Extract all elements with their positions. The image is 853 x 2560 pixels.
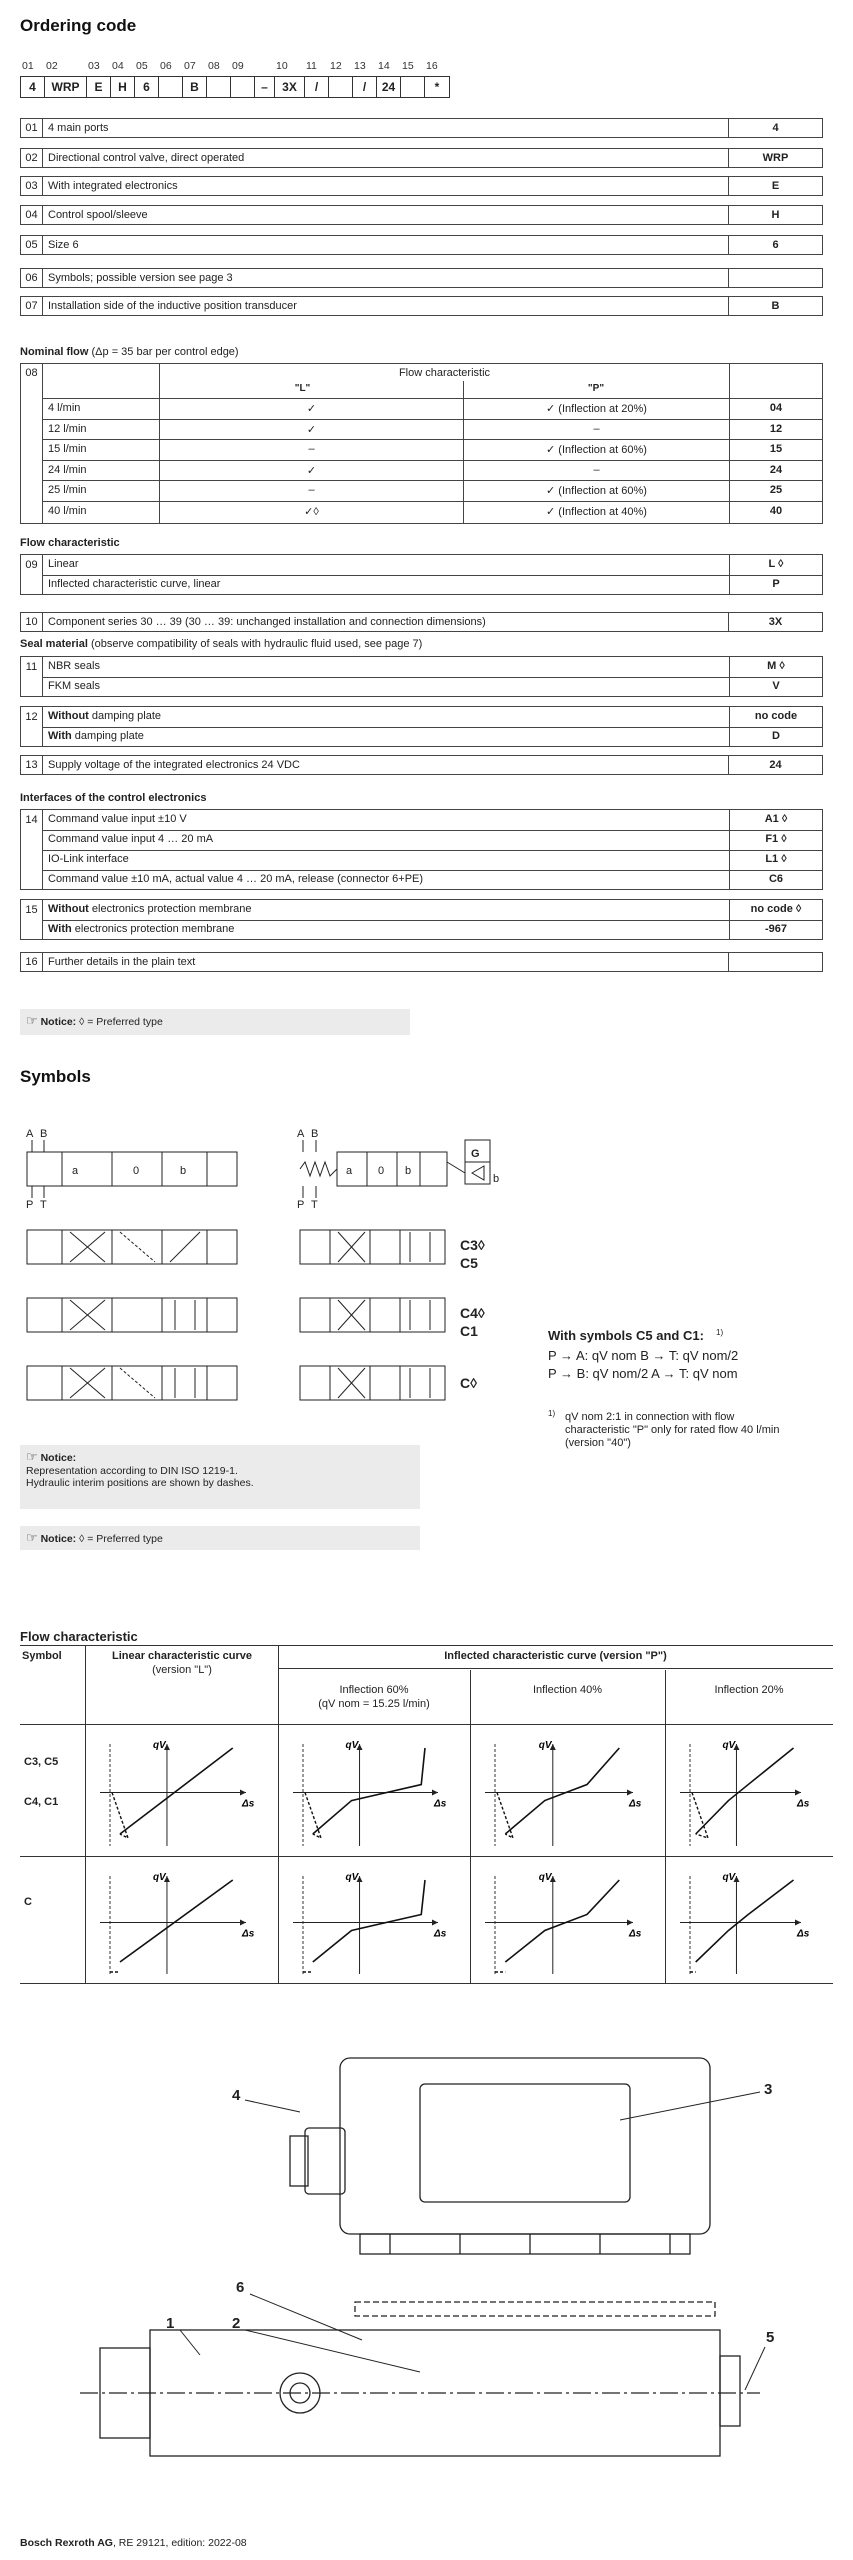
c5c1-line-1: P → A: qV nom B → T: qV nom/2 — [548, 1348, 739, 1363]
nf-cell-p: – — [593, 463, 600, 476]
arrow-icon — [432, 1790, 438, 1796]
nf-cell-p: ✓ (Inflection at 60%) — [546, 444, 647, 456]
seal-note: (observe compatibility of seals with hydraulic fluid used, see page 7) — [90, 638, 423, 650]
nominal-flow-title: Nominal flow — [20, 346, 89, 358]
flow-curve — [120, 1880, 233, 1962]
symbols-title: Symbols — [20, 1067, 91, 1086]
nf-cell-p: ✓ (Inflection at 40%) — [546, 505, 647, 518]
oc-position: 05 — [136, 60, 148, 72]
sub-row-bold: With — [48, 730, 72, 742]
callout-4: 4 — [232, 2087, 241, 2104]
row-code: 6 — [772, 239, 779, 251]
sub-row-code: no code — [754, 710, 798, 722]
fc2-h-i20: Inflection 20% — [714, 1684, 784, 1696]
flow-curve — [120, 1748, 233, 1834]
sub-row-code: F1 ◊ — [765, 833, 787, 845]
label-ds: Δs — [797, 1928, 810, 1940]
sub-row-desc: Command value input 4 … 20 mA — [48, 833, 214, 845]
c5c1-sup: 1) — [716, 1328, 724, 1337]
fc2-row2: C — [24, 1896, 32, 1908]
seal-title: Seal material — [20, 638, 88, 650]
notice2-line-2: Hydraulic interim positions are shown by dashes. — [26, 1477, 254, 1489]
sym-label-c1: C1 — [460, 1323, 478, 1339]
flow-curve — [313, 1880, 425, 1962]
arrow-icon — [240, 1790, 246, 1796]
nf-cell-q: 12 l/min — [48, 422, 87, 435]
notice2-line-1: Representation according to DIN ISO 1219-1. — [26, 1465, 238, 1477]
row-code: 24 — [769, 759, 782, 771]
oc-value-box: 4 — [21, 77, 45, 97]
row-code: H — [771, 209, 780, 221]
nf-num: 08 — [21, 364, 43, 523]
fc2-h-linear-v: (version "L") — [152, 1664, 212, 1676]
footer — [20, 2537, 247, 2549]
callout-3: 3 — [764, 2081, 773, 2098]
sub-row-code: M ◊ — [767, 660, 785, 672]
oc-position: 15 — [402, 60, 414, 72]
sub-row-text: electronics protection membrane — [88, 903, 252, 915]
nf-cell-l: – — [308, 443, 315, 455]
sub-row-text: damping plate — [88, 710, 161, 722]
notice2-label: Notice: — [40, 1452, 77, 1464]
oc-position: 10 — [276, 60, 288, 72]
fc2-h-symbol: Symbol — [22, 1650, 62, 1662]
row-desc: 4 main ports — [43, 119, 729, 137]
sub-row-desc: Inflected characteristic curve, linear — [48, 578, 221, 590]
nf-cell-l: ✓ — [306, 464, 317, 477]
oc-position: 13 — [354, 60, 366, 72]
nominal-flow-note: (Δp = 35 bar per control edge) — [91, 346, 239, 358]
dashed-curve — [497, 1793, 513, 1838]
oc-value-box: WRP — [45, 77, 87, 97]
arrow-icon — [795, 1919, 801, 1925]
fc2-h-infl: Inflected characteristic curve (version "P") — [444, 1650, 667, 1662]
label-ds: Δs — [434, 1928, 447, 1940]
label-qv: qV — [722, 1872, 736, 1883]
row-code: E — [771, 180, 780, 192]
sub-row-desc: Command value ±10 mA, actual value 4 … 20 mA, release (connector 6+PE) — [48, 873, 424, 885]
sub-row-text: damping plate — [71, 730, 144, 742]
sub-row-bold: Without — [48, 903, 89, 915]
sub-row-desc: NBR seals — [48, 660, 100, 672]
pos-b: b — [180, 1165, 187, 1177]
nf-cell-p: – — [593, 422, 600, 435]
nf-cell-c: 24 — [769, 463, 783, 476]
row-num: 05 — [21, 236, 43, 254]
port-a: A — [26, 1128, 34, 1140]
callout-5: 5 — [766, 2329, 775, 2346]
memb-num: 15 — [21, 900, 43, 939]
port-t: T — [40, 1199, 47, 1211]
sub-row-code: P — [772, 578, 780, 590]
nf-cell-c: 15 — [769, 443, 783, 455]
row-num: 06 — [21, 269, 43, 287]
nf-cell-q: 24 l/min — [48, 463, 87, 476]
oc-position: 11 — [306, 60, 317, 72]
row-num: 01 — [21, 119, 43, 137]
sub-row-text: electronics protection membrane — [71, 923, 235, 935]
oc-position: 14 — [378, 60, 390, 72]
row-desc: Size 6 — [43, 236, 729, 254]
oc-position: 07 — [184, 60, 196, 72]
row-num: 10 — [21, 613, 43, 631]
callout-6: 6 — [236, 2279, 245, 2296]
nf-cell-c: 04 — [769, 402, 783, 414]
sub-row-desc: IO-Link interface — [48, 853, 129, 865]
row-desc: Control spool/sleeve — [43, 206, 729, 224]
oc-value-box: B — [183, 77, 207, 97]
label-ds: Δs — [797, 1798, 810, 1810]
row-num: 03 — [21, 177, 43, 195]
nf-cell-p: ✓ (Inflection at 60%) — [546, 485, 647, 497]
port-p-2: P — [297, 1199, 305, 1211]
fc2-row1-a: C3, C5 — [24, 1756, 59, 1768]
oc-position: 03 — [88, 60, 100, 72]
footnote-line-3: (version "40") — [565, 1437, 631, 1449]
c5c1-title: With symbols C5 and C1: — [548, 1328, 704, 1343]
label-b-small: b — [493, 1173, 500, 1185]
row-desc: Installation side of the inductive position transducer — [43, 297, 729, 315]
oc-value-box: 3X — [275, 77, 305, 97]
sym-label-c5: C5 — [460, 1255, 478, 1271]
sub-row-bold: Without — [48, 710, 89, 722]
callout-1: 1 — [166, 2315, 175, 2332]
sym-label-c4: C4◊ — [460, 1305, 485, 1321]
row-num: 13 — [21, 756, 43, 774]
pos-0: 0 — [133, 1165, 140, 1177]
pos-a-2: a — [346, 1165, 353, 1177]
port-p: P — [26, 1199, 34, 1211]
row-num: 07 — [21, 297, 43, 315]
row-desc: Supply voltage of the integrated electronics 24 VDC — [43, 756, 729, 774]
label-ds: Δs — [629, 1798, 642, 1810]
oc-value-box: / — [305, 77, 329, 97]
nf-cell-l: – — [308, 484, 315, 496]
oc-position: 12 — [330, 60, 342, 72]
row-desc: With integrated electronics — [43, 177, 729, 195]
arrow-icon — [795, 1790, 801, 1796]
sub-row-code: -967 — [764, 923, 788, 935]
row-code: 3X — [768, 616, 783, 628]
fc-num: 09 — [21, 555, 43, 594]
ordering-title: Ordering code — [20, 16, 137, 35]
flow-curve — [313, 1748, 425, 1834]
sub-row-code: D — [772, 730, 780, 742]
nf-cell-l: ✓◊ — [304, 505, 319, 518]
damp-num: 12 — [21, 707, 43, 746]
nf-cell-c: 25 — [769, 484, 783, 496]
iface-num: 14 — [21, 810, 43, 889]
label-qv: qV — [152, 1872, 166, 1883]
label-qv: qV — [538, 1740, 552, 1751]
oc-position: 09 — [232, 60, 244, 72]
oc-value-box: / — [353, 77, 377, 97]
nf-cell-q: 15 l/min — [48, 443, 87, 455]
oc-position: 04 — [112, 60, 124, 72]
arrow-icon — [432, 1919, 438, 1925]
dashed-curve — [305, 1793, 321, 1838]
fc2-h-i60: Inflection 60% — [339, 1684, 409, 1696]
sub-row-code: A1 ◊ — [764, 813, 788, 825]
pos-a: a — [72, 1165, 79, 1177]
label-g: G — [471, 1148, 480, 1160]
nf-col-p: "P" — [587, 383, 605, 394]
label-ds: Δs — [434, 1798, 447, 1810]
label-ds: Δs — [242, 1798, 255, 1810]
port-t-2: T — [311, 1199, 318, 1211]
row-desc: Directional control valve, direct operated — [43, 149, 729, 167]
nf-cell-l: ✓ — [306, 423, 317, 436]
row-code: B — [771, 300, 780, 312]
iface-title: Interfaces of the control electronics — [20, 792, 207, 804]
nf-col-l: "L" — [294, 383, 311, 394]
row-code: 4 — [772, 122, 779, 134]
row-desc: Symbols; possible version see page 3 — [43, 269, 729, 287]
flow-curve — [505, 1880, 619, 1962]
nf-cell-c: 40 — [769, 504, 783, 517]
flow-curve — [696, 1880, 794, 1962]
footer-company: Bosch Rexroth AG — [20, 2537, 113, 2549]
oc-position: 01 — [22, 60, 34, 72]
dashed-curve — [692, 1793, 708, 1838]
row-num: 04 — [21, 206, 43, 224]
notice-label: Notice: — [40, 1016, 77, 1028]
fc2-h-i60b: (qV nom = 15.25 l/min) — [318, 1698, 430, 1710]
fc2-h-i40: Inflection 40% — [532, 1684, 603, 1696]
oc-position: 06 — [160, 60, 172, 72]
row-desc: Component series 30 … 39 (30 … 39: unchanged installation and connection dimensions) — [43, 613, 729, 631]
oc-value-box: E — [87, 77, 111, 97]
oc-value-box: * — [434, 80, 440, 94]
row-num: 16 — [21, 953, 43, 971]
pos-0-2: 0 — [378, 1165, 385, 1177]
oc-position: 08 — [208, 60, 220, 72]
label-ds: Δs — [242, 1928, 255, 1940]
label-qv: qV — [538, 1872, 552, 1883]
nf-cell-c: 12 — [769, 422, 783, 435]
c5c1-line-2: P → B: qV nom/2 A → T: qV nom — [548, 1366, 738, 1381]
sub-row-code: V — [772, 680, 780, 692]
flow-curve — [696, 1748, 794, 1834]
port-b-2: B — [311, 1128, 319, 1140]
pos-b-2: b — [405, 1165, 412, 1177]
label-qv: qV — [345, 1872, 359, 1883]
oc-dash: – — [255, 77, 275, 97]
sub-row-code: C6 — [768, 873, 784, 885]
flow-curve — [505, 1748, 619, 1834]
flow-char-title: Flow characteristic — [20, 537, 120, 549]
oc-value-box: 6 — [135, 77, 159, 97]
row-desc: Further details in the plain text — [43, 953, 729, 971]
row-num: 02 — [21, 149, 43, 167]
label-qv: qV — [345, 1740, 359, 1751]
sym-label-c3: C3◊ — [460, 1237, 485, 1253]
sub-row-code: no code ◊ — [750, 903, 802, 915]
label-qv: qV — [152, 1740, 166, 1751]
fc2-title: Flow characteristic — [20, 1629, 138, 1644]
nf-cell-p: ✓ (Inflection at 20%) — [546, 403, 647, 415]
seal-num: 11 — [21, 657, 43, 696]
footnote-line-1: qV nom 2:1 in connection with flow — [565, 1411, 735, 1423]
nf-cell-q: 40 l/min — [48, 504, 87, 517]
notice3-pref: ◊ = Preferred type — [79, 1533, 163, 1545]
oc-value-box: H — [111, 77, 135, 97]
sub-row-bold: With — [48, 923, 72, 935]
notice3-label: Notice: — [40, 1533, 77, 1545]
sub-row-desc: Command value input ±10 V — [48, 813, 187, 825]
label-qv: qV — [722, 1740, 736, 1751]
sub-row-code: L ◊ — [768, 558, 784, 570]
fc2-h-linear: Linear characteristic curve — [111, 1650, 253, 1662]
oc-position: 02 — [46, 60, 58, 72]
hand-pointer-icon: ☞ — [26, 1530, 38, 1545]
nf-cell-l: ✓ — [306, 403, 317, 415]
sub-row-desc: Linear — [48, 558, 79, 570]
arrow-icon — [627, 1919, 633, 1925]
oc-value-box: 24 — [377, 77, 401, 97]
dashed-curve — [112, 1793, 128, 1838]
fc2-row1-b: C4, C1 — [24, 1796, 59, 1808]
sub-row-code: L1 ◊ — [765, 853, 787, 865]
nf-cell-q: 25 l/min — [48, 484, 87, 496]
hand-pointer-icon: ☞ — [26, 1449, 38, 1464]
callout-2: 2 — [232, 2315, 241, 2332]
arrow-icon — [240, 1919, 246, 1925]
valve-drawing — [0, 2000, 853, 2520]
sym-label-c: C◊ — [460, 1375, 478, 1391]
nf-header: Flow characteristic — [398, 367, 491, 379]
label-ds: Δs — [629, 1928, 642, 1940]
footer-rest: , RE 29121, edition: 2022-08 — [112, 2537, 247, 2549]
notice-pref: ◊ = Preferred type — [79, 1016, 163, 1028]
sub-row-desc: FKM seals — [48, 680, 100, 692]
nf-cell-q: 4 l/min — [48, 402, 81, 414]
arrow-icon — [627, 1790, 633, 1796]
footnote-line-2: characteristic "P" only for rated flow 40 l/min — [565, 1424, 780, 1436]
port-b: B — [40, 1128, 48, 1140]
port-a-2: A — [297, 1128, 305, 1140]
footnote-num: 1) — [548, 1409, 556, 1418]
hand-pointer-icon: ☞ — [26, 1013, 38, 1028]
row-code: WRP — [762, 152, 789, 164]
oc-position: 16 — [426, 60, 438, 72]
